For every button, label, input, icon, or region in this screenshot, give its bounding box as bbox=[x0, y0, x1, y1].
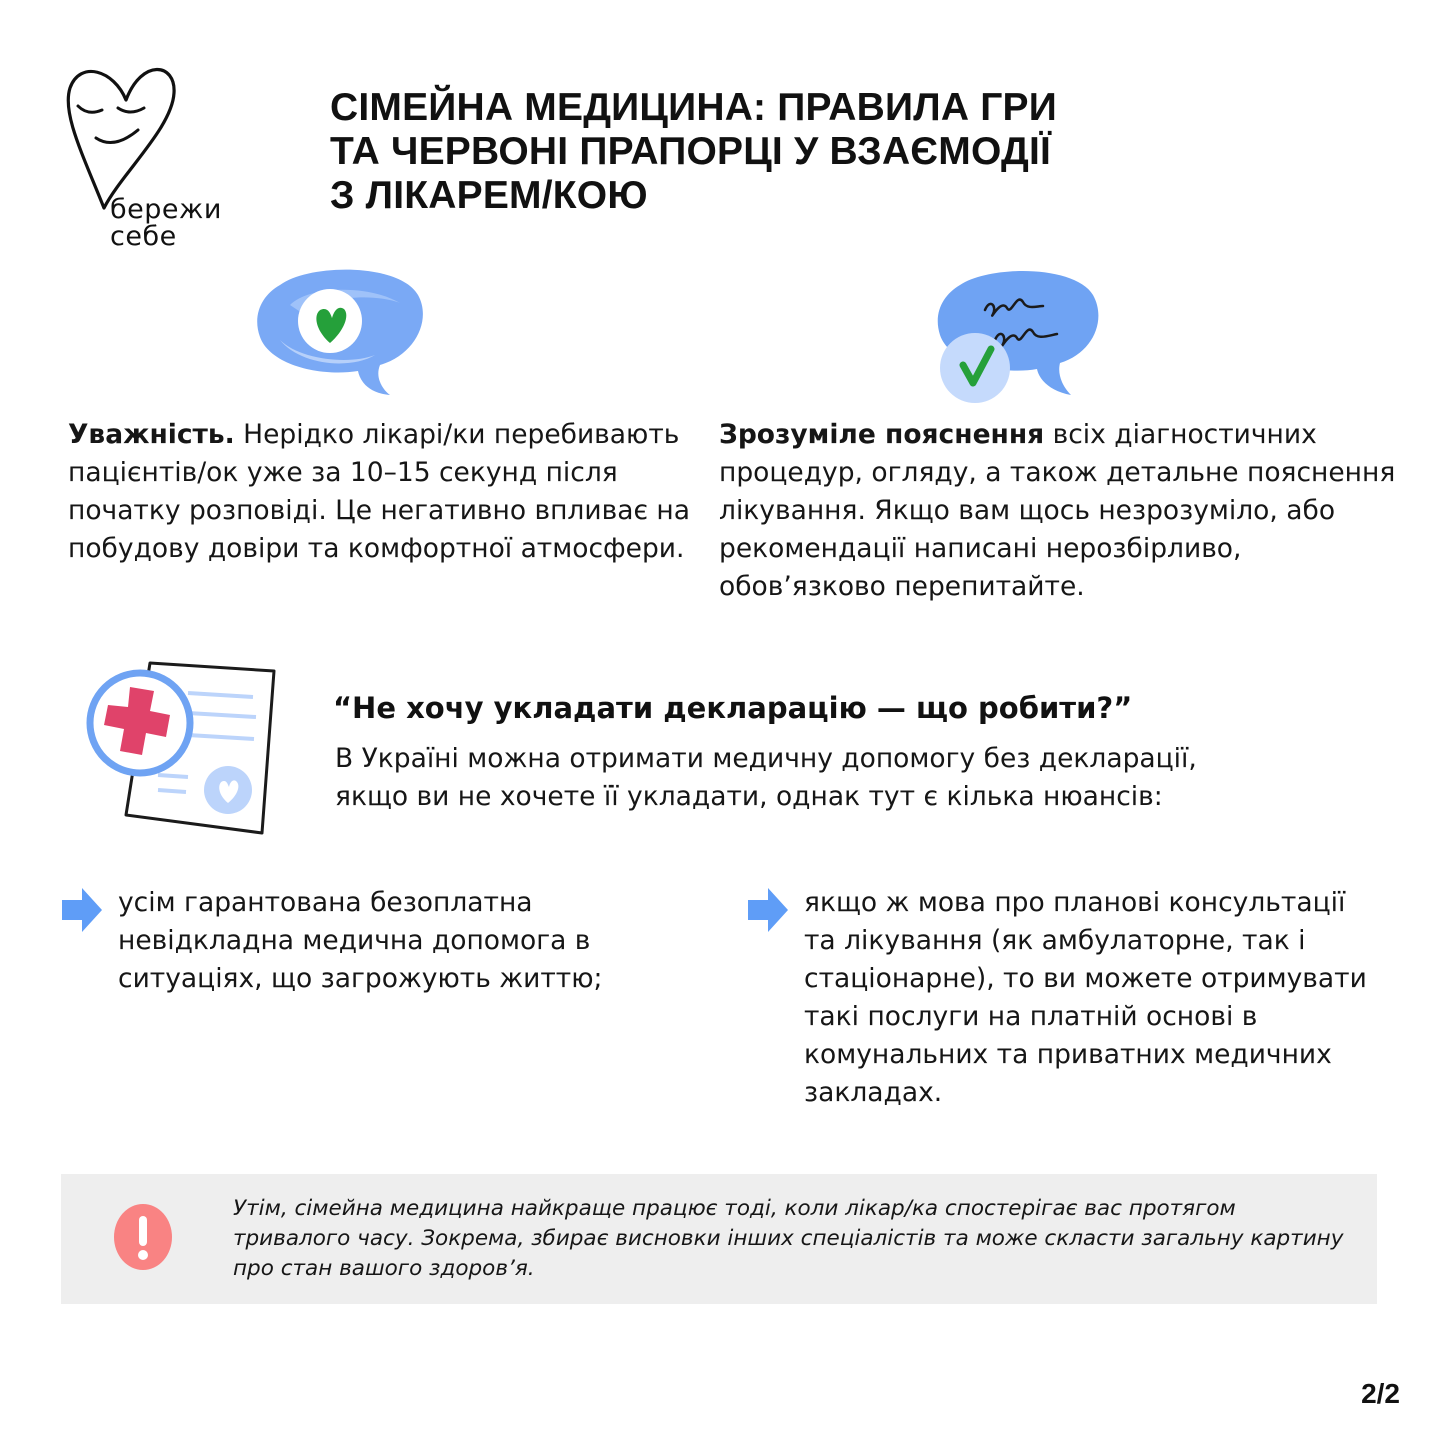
arrow-right-icon bbox=[748, 888, 788, 932]
bullet-text: якщо ж мова про планові консультації та лікування (як амбулаторне, так і стаціонарне), то ви можете отримувати такі послуги на платній основі в комунальних та приватних медичних закладах. bbox=[804, 887, 1367, 1108]
explanation-heading: Зрозуміле пояснення bbox=[719, 419, 1045, 450]
question-heading: “Не хочу укладати декларацію — що робити?” bbox=[333, 691, 1133, 725]
attention-heading: Уважність. bbox=[68, 419, 235, 450]
exclamation-icon bbox=[114, 1204, 172, 1270]
title-line-2: ТА ЧЕРВОНІ ПРАПОРЦІ У ВЗАЄМОДІЇ bbox=[330, 130, 1051, 173]
logo-line-2: себе bbox=[110, 221, 177, 252]
title-line-3: З ЛІКАРЕМ/КОЮ bbox=[330, 174, 648, 217]
title-line-1: СІМЕЙНА МЕДИЦИНА: ПРАВИЛА ГРИ bbox=[330, 86, 1057, 129]
question-body: В Україні можна отримати медичну допомогу без декларації, якщо ви не хочете її укладати, однак тут є кілька нюансів: bbox=[335, 743, 1197, 812]
note-text: Утім, сімейна медицина найкраще працює тоді, коли лікар/ка спостерігає вас протягом тривалого часу. Зокрема, збирає висновки інших спеціалістів та може скласти загальну картину про стан вашого здоров’я. bbox=[233, 1196, 1344, 1281]
page-title bbox=[330, 86, 1190, 218]
attention-text: Нерідко лікарі/ки перебивають пацієнтів/ок уже за 10–15 секунд після початку розповіді. Це негативно впливає на побудову довіри та комфортної атмосфери. bbox=[68, 419, 690, 564]
heart-speech-bubble-illustration bbox=[250, 265, 440, 405]
bullet-item bbox=[62, 884, 702, 1004]
explanation-text: всіх діагностичних процедур, огляду, а також детальне пояснення лікування. Якщо вам щось незрозуміло, або рекомендації написані нерозбірливо, обов’язково перепитайте. bbox=[719, 419, 1396, 602]
bullet-text: усім гарантована безоплатна невідкладна медична допомога в ситуаціях, що загрожують життю; bbox=[118, 887, 603, 994]
page-number: 2/2 bbox=[1361, 1378, 1400, 1409]
logo-line-1: бережи bbox=[110, 194, 222, 225]
medical-document-illustration bbox=[78, 655, 298, 855]
explanation-paragraph bbox=[719, 416, 1399, 606]
bullet-item bbox=[748, 884, 1388, 1154]
attention-paragraph bbox=[68, 416, 698, 568]
note-callout bbox=[61, 1174, 1377, 1304]
brand-logo bbox=[62, 58, 242, 258]
check-speech-bubble-illustration bbox=[925, 265, 1115, 405]
arrow-right-icon bbox=[62, 888, 102, 932]
